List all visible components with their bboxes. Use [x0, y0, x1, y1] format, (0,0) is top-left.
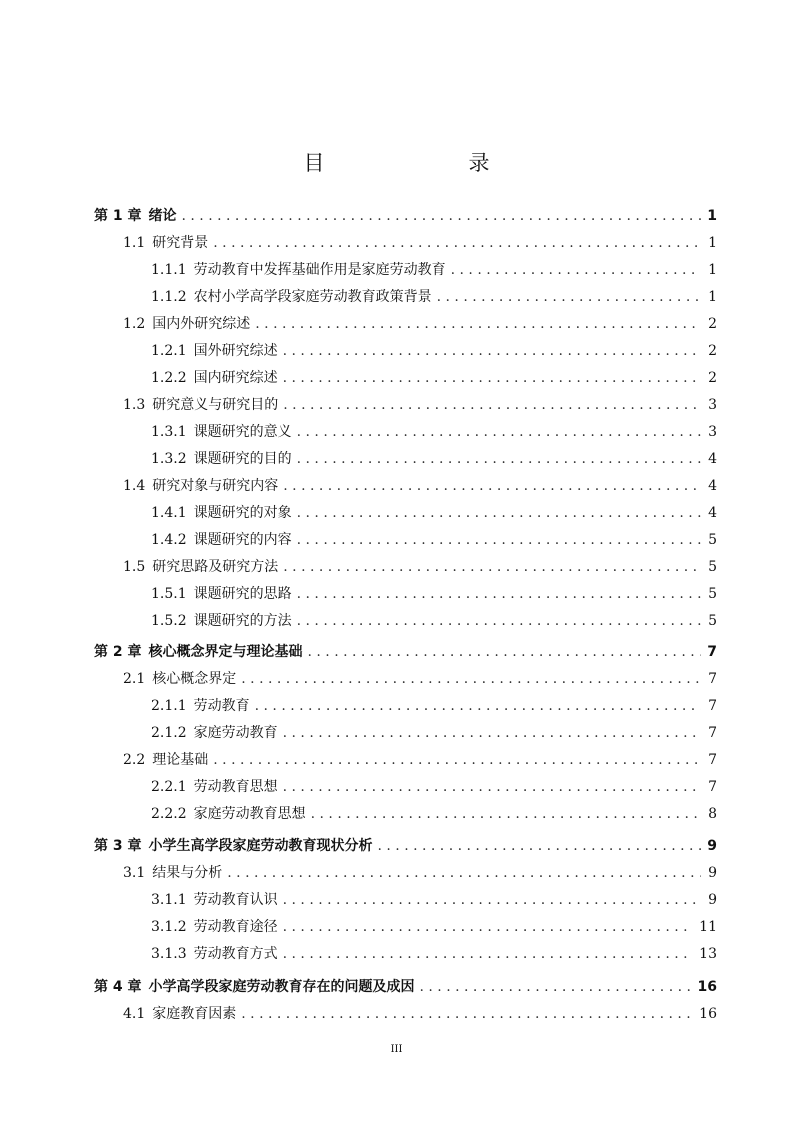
toc-entry-number: 1.1: [123, 235, 146, 251]
toc-subsection-entry[interactable]: [151, 365, 717, 391]
toc-dot-leader: [283, 720, 701, 746]
toc-entry-title: 国内研究综述: [193, 370, 278, 386]
toc-dot-leader: [378, 833, 702, 859]
toc-entry-number: 3.1.2: [151, 919, 187, 935]
toc-section-entry[interactable]: [123, 666, 717, 692]
page-number-footer: III: [390, 1044, 403, 1055]
toc-entry-title: 劳动教育认识: [193, 892, 278, 908]
toc-page-number: 2: [708, 343, 717, 359]
toc-page-number: 3: [708, 424, 717, 440]
toc-subsection-entry[interactable]: [151, 338, 717, 364]
toc-dot-leader: [255, 311, 701, 337]
toc-chapter-entry[interactable]: [94, 833, 717, 859]
toc-page-number: 4: [708, 451, 717, 467]
toc-entry-title: 核心概念界定: [152, 671, 237, 687]
toc-entry-title: 劳动教育思想: [193, 779, 278, 795]
toc-dot-leader: [182, 203, 702, 229]
toc-section-entry[interactable]: [123, 473, 717, 499]
toc-entry-title: 劳动教育中发挥基础作用是家庭劳动教育: [193, 262, 446, 278]
toc-subsection-entry[interactable]: [151, 720, 717, 746]
toc-entry-title: 课题研究的目的: [193, 451, 292, 467]
toc-section-entry[interactable]: [123, 392, 717, 418]
toc-entry-title: 研究思路及研究方法: [152, 559, 279, 575]
toc-chapter-entry[interactable]: [94, 639, 717, 665]
toc-entry-title: 课题研究的方法: [193, 613, 292, 629]
toc-entry-title: 劳动教育: [193, 698, 250, 714]
toc-dot-leader: [241, 666, 701, 692]
toc-entry-number: 1.2: [123, 316, 146, 332]
toc-page-number: 16: [697, 979, 717, 995]
toc-entry-title: 课题研究的对象: [193, 505, 292, 521]
toc-entry-number: 1.4.2: [151, 532, 187, 548]
toc-entry-title: 劳动教育方式: [193, 946, 278, 962]
toc-dot-leader: [283, 338, 701, 364]
toc-entry-number: 1.3: [123, 397, 146, 413]
toc-page-number: 9: [708, 865, 717, 881]
toc-dot-leader: [297, 419, 701, 445]
toc-entry-number: 第 1 章: [94, 208, 142, 224]
toc-title: 目 录: [303, 151, 524, 175]
toc-entry-number: 2.2: [123, 752, 146, 768]
toc-page-number: 4: [708, 505, 717, 521]
toc-page-number: 7: [708, 779, 717, 795]
toc-subsection-entry[interactable]: [151, 887, 717, 913]
toc-dot-leader: [451, 257, 701, 283]
toc-entry-title: 研究意义与研究目的: [152, 397, 279, 413]
toc-page-number: 7: [708, 752, 717, 768]
toc-page-number: 2: [708, 370, 717, 386]
toc-page-number: 9: [708, 892, 717, 908]
toc-entry-title: 小学生高学段家庭劳动教育现状分析: [148, 838, 373, 854]
toc-entry-number: 1.4.1: [151, 505, 187, 521]
toc-subsection-entry[interactable]: [151, 284, 717, 310]
toc-entry-number: 2.1.1: [151, 698, 187, 714]
toc-dot-leader: [283, 365, 701, 391]
toc-dot-leader: [283, 887, 701, 913]
toc-page-number: 9: [707, 838, 717, 854]
toc-dot-leader: [283, 941, 694, 967]
toc-dot-leader: [420, 974, 692, 1000]
toc-entry-title: 家庭教育因素: [152, 1006, 237, 1022]
toc-entry-title: 理论基础: [152, 752, 209, 768]
toc-section-entry[interactable]: [123, 747, 717, 773]
toc-dot-leader: [227, 860, 701, 886]
toc-dot-leader: [297, 527, 701, 553]
toc-page-number: 7: [708, 671, 717, 687]
toc-dot-leader: [297, 446, 701, 472]
toc-entry-number: 第 3 章: [94, 838, 142, 854]
toc-entry-title: 家庭劳动教育思想: [193, 806, 306, 822]
toc-page-number: 5: [708, 532, 717, 548]
toc-dot-leader: [297, 500, 701, 526]
toc-subsection-entry[interactable]: [151, 446, 717, 472]
toc-dot-leader: [283, 774, 701, 800]
toc-entry-title: 课题研究的思路: [193, 586, 292, 602]
toc-entry-title: 劳动教育途径: [193, 919, 278, 935]
toc-subsection-entry[interactable]: [151, 608, 717, 634]
toc-entry-number: 1.3.1: [151, 424, 187, 440]
toc-page-number: 1: [708, 289, 717, 305]
toc-entry-number: 1.2.1: [151, 343, 187, 359]
toc-subsection-entry[interactable]: [151, 801, 717, 827]
toc-dot-leader: [283, 473, 701, 499]
toc-page-number: 2: [708, 316, 717, 332]
toc-entry-title: 家庭劳动教育: [193, 725, 278, 741]
toc-entry-title: 研究背景: [152, 235, 209, 251]
toc-entry-number: 1.4: [123, 478, 146, 494]
toc-subsection-entry[interactable]: [151, 581, 717, 607]
toc-entry-number: 第 4 章: [94, 979, 142, 995]
toc-subsection-entry[interactable]: [151, 941, 717, 967]
toc-chapter-entry[interactable]: [94, 203, 717, 229]
toc-dot-leader: [283, 554, 701, 580]
toc-section-entry[interactable]: [123, 1001, 717, 1027]
toc-entry-number: 3.1.1: [151, 892, 187, 908]
toc-entry-number: 1.1.2: [151, 289, 187, 305]
toc-entry-number: 2.2.1: [151, 779, 187, 795]
toc-page-number: 3: [708, 397, 717, 413]
toc-entry-number: 1.2.2: [151, 370, 187, 386]
toc-chapter-entry[interactable]: [94, 974, 717, 1000]
toc-entry-number: 4.1: [123, 1006, 146, 1022]
toc-entry-title: 农村小学高学段家庭劳动教育政策背景: [193, 289, 432, 305]
toc-entry-number: 2.1: [123, 671, 146, 687]
toc-page-number: 11: [699, 919, 717, 935]
toc-dot-leader: [437, 284, 701, 310]
toc-entry-title: 研究对象与研究内容: [152, 478, 279, 494]
toc-page-number: 1: [708, 235, 717, 251]
toc-page-number: 8: [708, 806, 717, 822]
toc-entry-title: 国外研究综述: [193, 343, 278, 359]
toc-entry-title: 国内外研究综述: [152, 316, 251, 332]
toc-dot-leader: [283, 914, 694, 940]
toc-entry-number: 3.1.3: [151, 946, 187, 962]
toc-entry-title: 结果与分析: [152, 865, 223, 881]
toc-entry-title: 核心概念界定与理论基础: [148, 644, 303, 660]
toc-page-number: 13: [699, 946, 717, 962]
toc-subsection-entry[interactable]: [151, 527, 717, 553]
toc-entry-title: 课题研究的内容: [193, 532, 292, 548]
toc-section-entry[interactable]: [123, 230, 717, 256]
toc-entry-number: 第 2 章: [94, 644, 142, 660]
toc-page-number: 4: [708, 478, 717, 494]
toc-page-number: 7: [707, 644, 717, 660]
toc-dot-leader: [283, 392, 701, 418]
toc-subsection-entry[interactable]: [151, 914, 717, 940]
toc-dot-leader: [308, 639, 702, 665]
toc-page-number: 7: [708, 725, 717, 741]
toc-page-number: 5: [708, 613, 717, 629]
toc-section-entry[interactable]: [123, 311, 717, 337]
toc-entry-title: 课题研究的意义: [193, 424, 292, 440]
toc-entry-number: 1.3.2: [151, 451, 187, 467]
toc-dot-leader: [213, 230, 701, 256]
toc-page-number: 5: [708, 586, 717, 602]
toc-entry-number: 1.5: [123, 559, 146, 575]
toc-subsection-entry[interactable]: [151, 500, 717, 526]
toc-subsection-entry[interactable]: [151, 419, 717, 445]
toc-dot-leader: [213, 747, 701, 773]
toc-section-entry[interactable]: [123, 860, 717, 886]
toc-entry-number: 2.1.2: [151, 725, 187, 741]
toc-entry-title: 绪论: [148, 208, 177, 224]
toc-subsection-entry[interactable]: [151, 257, 717, 283]
toc-section-entry[interactable]: [123, 554, 717, 580]
toc-dot-leader: [297, 581, 701, 607]
toc-page-number: 1: [708, 262, 717, 278]
toc-dot-leader: [255, 693, 701, 719]
toc-subsection-entry[interactable]: [151, 693, 717, 719]
toc-entry-number: 1.1.1: [151, 262, 187, 278]
toc-page-number: 5: [708, 559, 717, 575]
toc-entry-number: 3.1: [123, 865, 146, 881]
toc-dot-leader: [311, 801, 701, 827]
toc-dot-leader: [241, 1001, 693, 1027]
toc-entry-title: 小学高学段家庭劳动教育存在的问题及成因: [148, 979, 415, 995]
toc-dot-leader: [297, 608, 701, 634]
toc-entry-number: 1.5.1: [151, 586, 187, 602]
toc-entry-number: 2.2.2: [151, 806, 187, 822]
toc-entry-number: 1.5.2: [151, 613, 187, 629]
toc-page-number: 16: [699, 1006, 717, 1022]
toc-page-number: 1: [707, 208, 717, 224]
toc-page-number: 7: [708, 698, 717, 714]
toc-subsection-entry[interactable]: [151, 774, 717, 800]
